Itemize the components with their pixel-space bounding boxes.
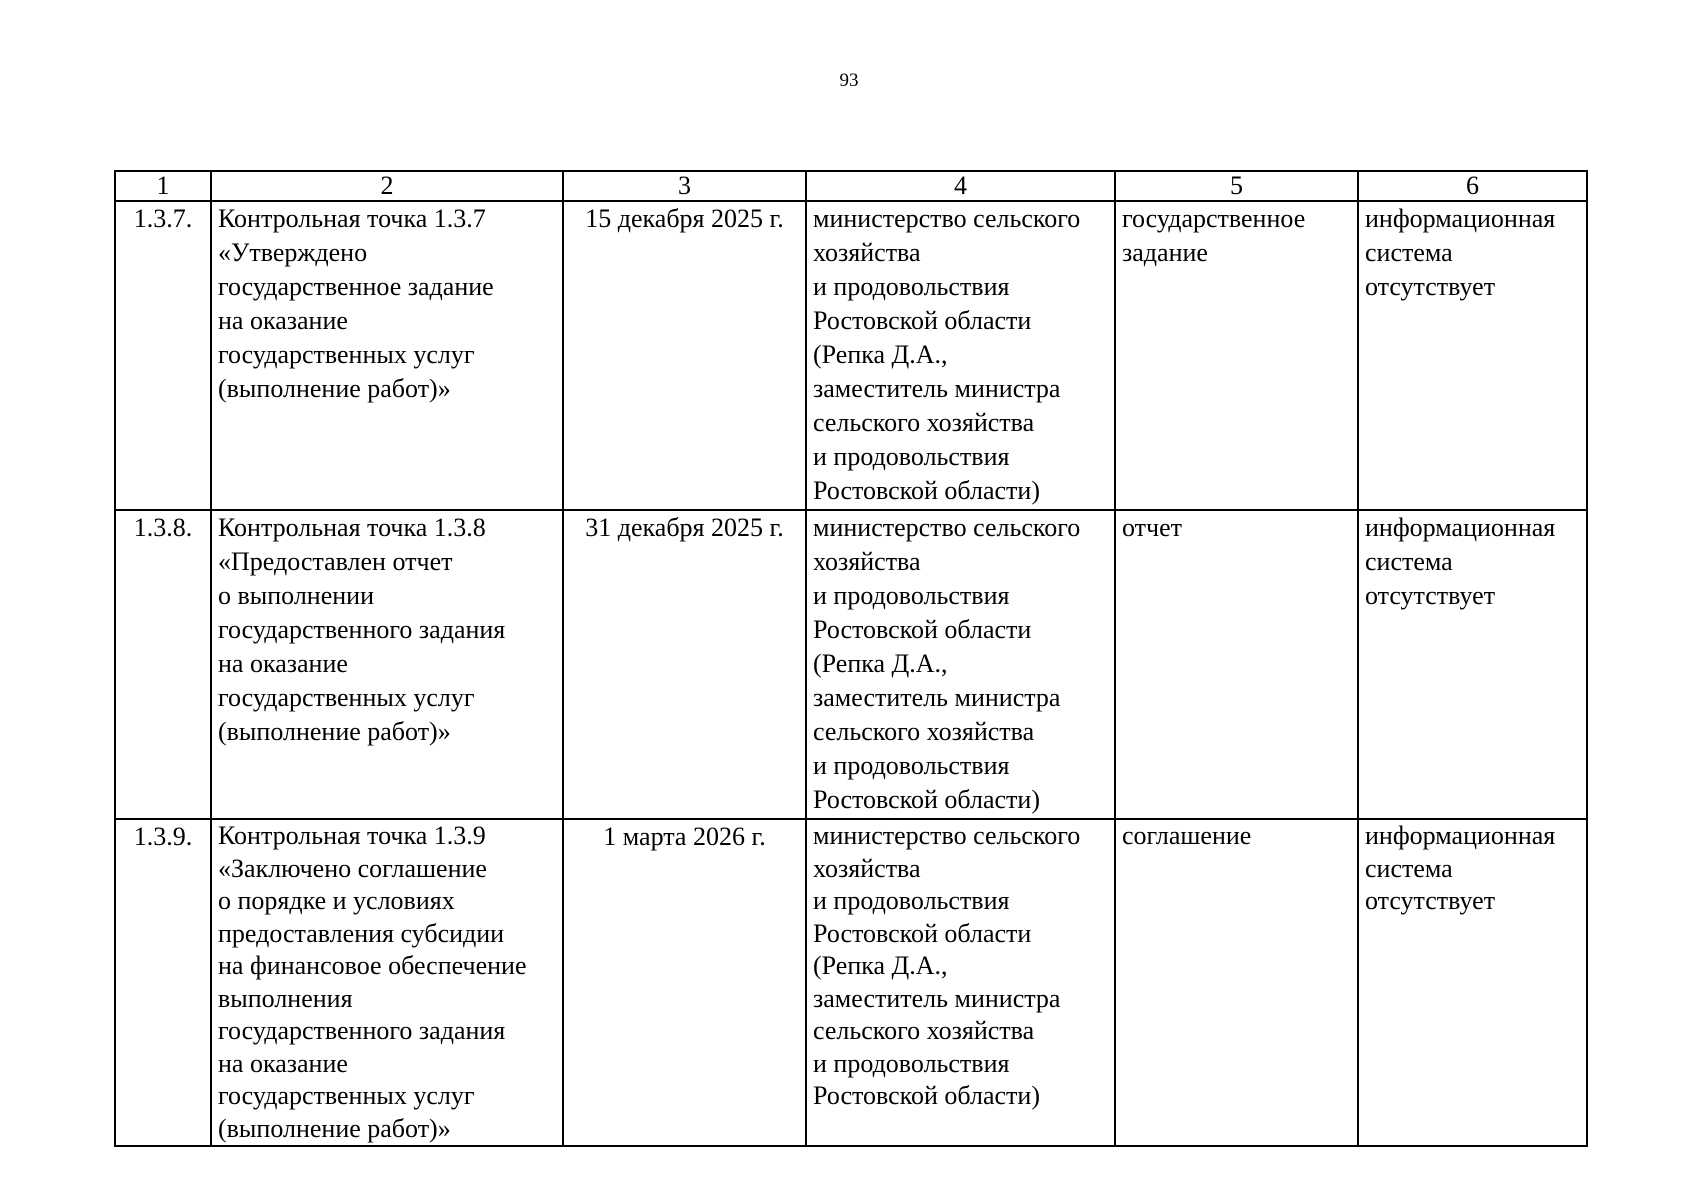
document-type-text: соглашение: [1122, 821, 1252, 850]
information-system-text: информационная система отсутствует: [1365, 821, 1556, 915]
row-number: 1.3.8.: [115, 510, 211, 819]
information-system: [1358, 819, 1587, 1146]
column-header-6: 6: [1358, 171, 1587, 201]
information-system: [1358, 510, 1587, 819]
document-type: [1115, 201, 1358, 510]
table-row: [115, 819, 1587, 1146]
document-type-text: государственное задание: [1122, 204, 1306, 267]
control-point-title-text: Контрольная точка 1.3.7 «Утверждено государственное задание на оказание государственных услуг (выполнение работ)»: [218, 204, 494, 403]
responsible-executor-text: министерство сельского хозяйства и продовольствия Ростовской области (Репка Д.А., заместитель министра сельского хозяйства и продовольствия Ростовской области): [813, 821, 1081, 1110]
responsible-executor: [806, 510, 1115, 819]
column-header-1: 1: [115, 171, 211, 201]
document-type-text: отчет: [1122, 513, 1182, 542]
column-header-4: 4: [806, 171, 1115, 201]
page-number: 93: [839, 70, 859, 91]
information-system-text: информационная система отсутствует: [1365, 513, 1556, 610]
table-row: [115, 201, 1587, 510]
deadline-date: 1 марта 2026 г.: [563, 819, 806, 1146]
table-row: [115, 510, 1587, 819]
deadline-date: 31 декабря 2025 г.: [563, 510, 806, 819]
column-header-2: 2: [211, 171, 563, 201]
responsible-executor: [806, 201, 1115, 510]
responsible-executor: [806, 819, 1115, 1146]
control-point-title: [211, 819, 563, 1146]
column-header-5: 5: [1115, 171, 1358, 201]
row-number: 1.3.9.: [115, 819, 211, 1146]
row-number: 1.3.7.: [115, 201, 211, 510]
information-system-text: информационная система отсутствует: [1365, 204, 1556, 301]
responsible-executor-text: министерство сельского хозяйства и продовольствия Ростовской области (Репка Д.А., заместитель министра сельского хозяйства и продовольствия Ростовской области): [813, 513, 1081, 814]
document-type: [1115, 819, 1358, 1146]
control-points-table: [114, 170, 1588, 1147]
control-point-title: [211, 201, 563, 510]
information-system: [1358, 201, 1587, 510]
control-point-title-text: Контрольная точка 1.3.8 «Предоставлен отчет о выполнении государственного задания на оказание государственных услуг (выполнение работ)»: [218, 513, 506, 746]
column-header-3: 3: [563, 171, 806, 201]
control-point-title-text: Контрольная точка 1.3.9 «Заключено соглашение о порядке и условиях предоставления субсидии на финансовое обеспечение выполнения государственного задания на оказание государственных услуг (выполнение работ)»: [218, 821, 527, 1143]
header-row: [115, 171, 1587, 201]
responsible-executor-text: министерство сельского хозяйства и продовольствия Ростовской области (Репка Д.А., заместитель министра сельского хозяйства и продовольствия Ростовской области): [813, 204, 1081, 505]
document-type: [1115, 510, 1358, 819]
deadline-date: 15 декабря 2025 г.: [563, 201, 806, 510]
control-point-title: [211, 510, 563, 819]
